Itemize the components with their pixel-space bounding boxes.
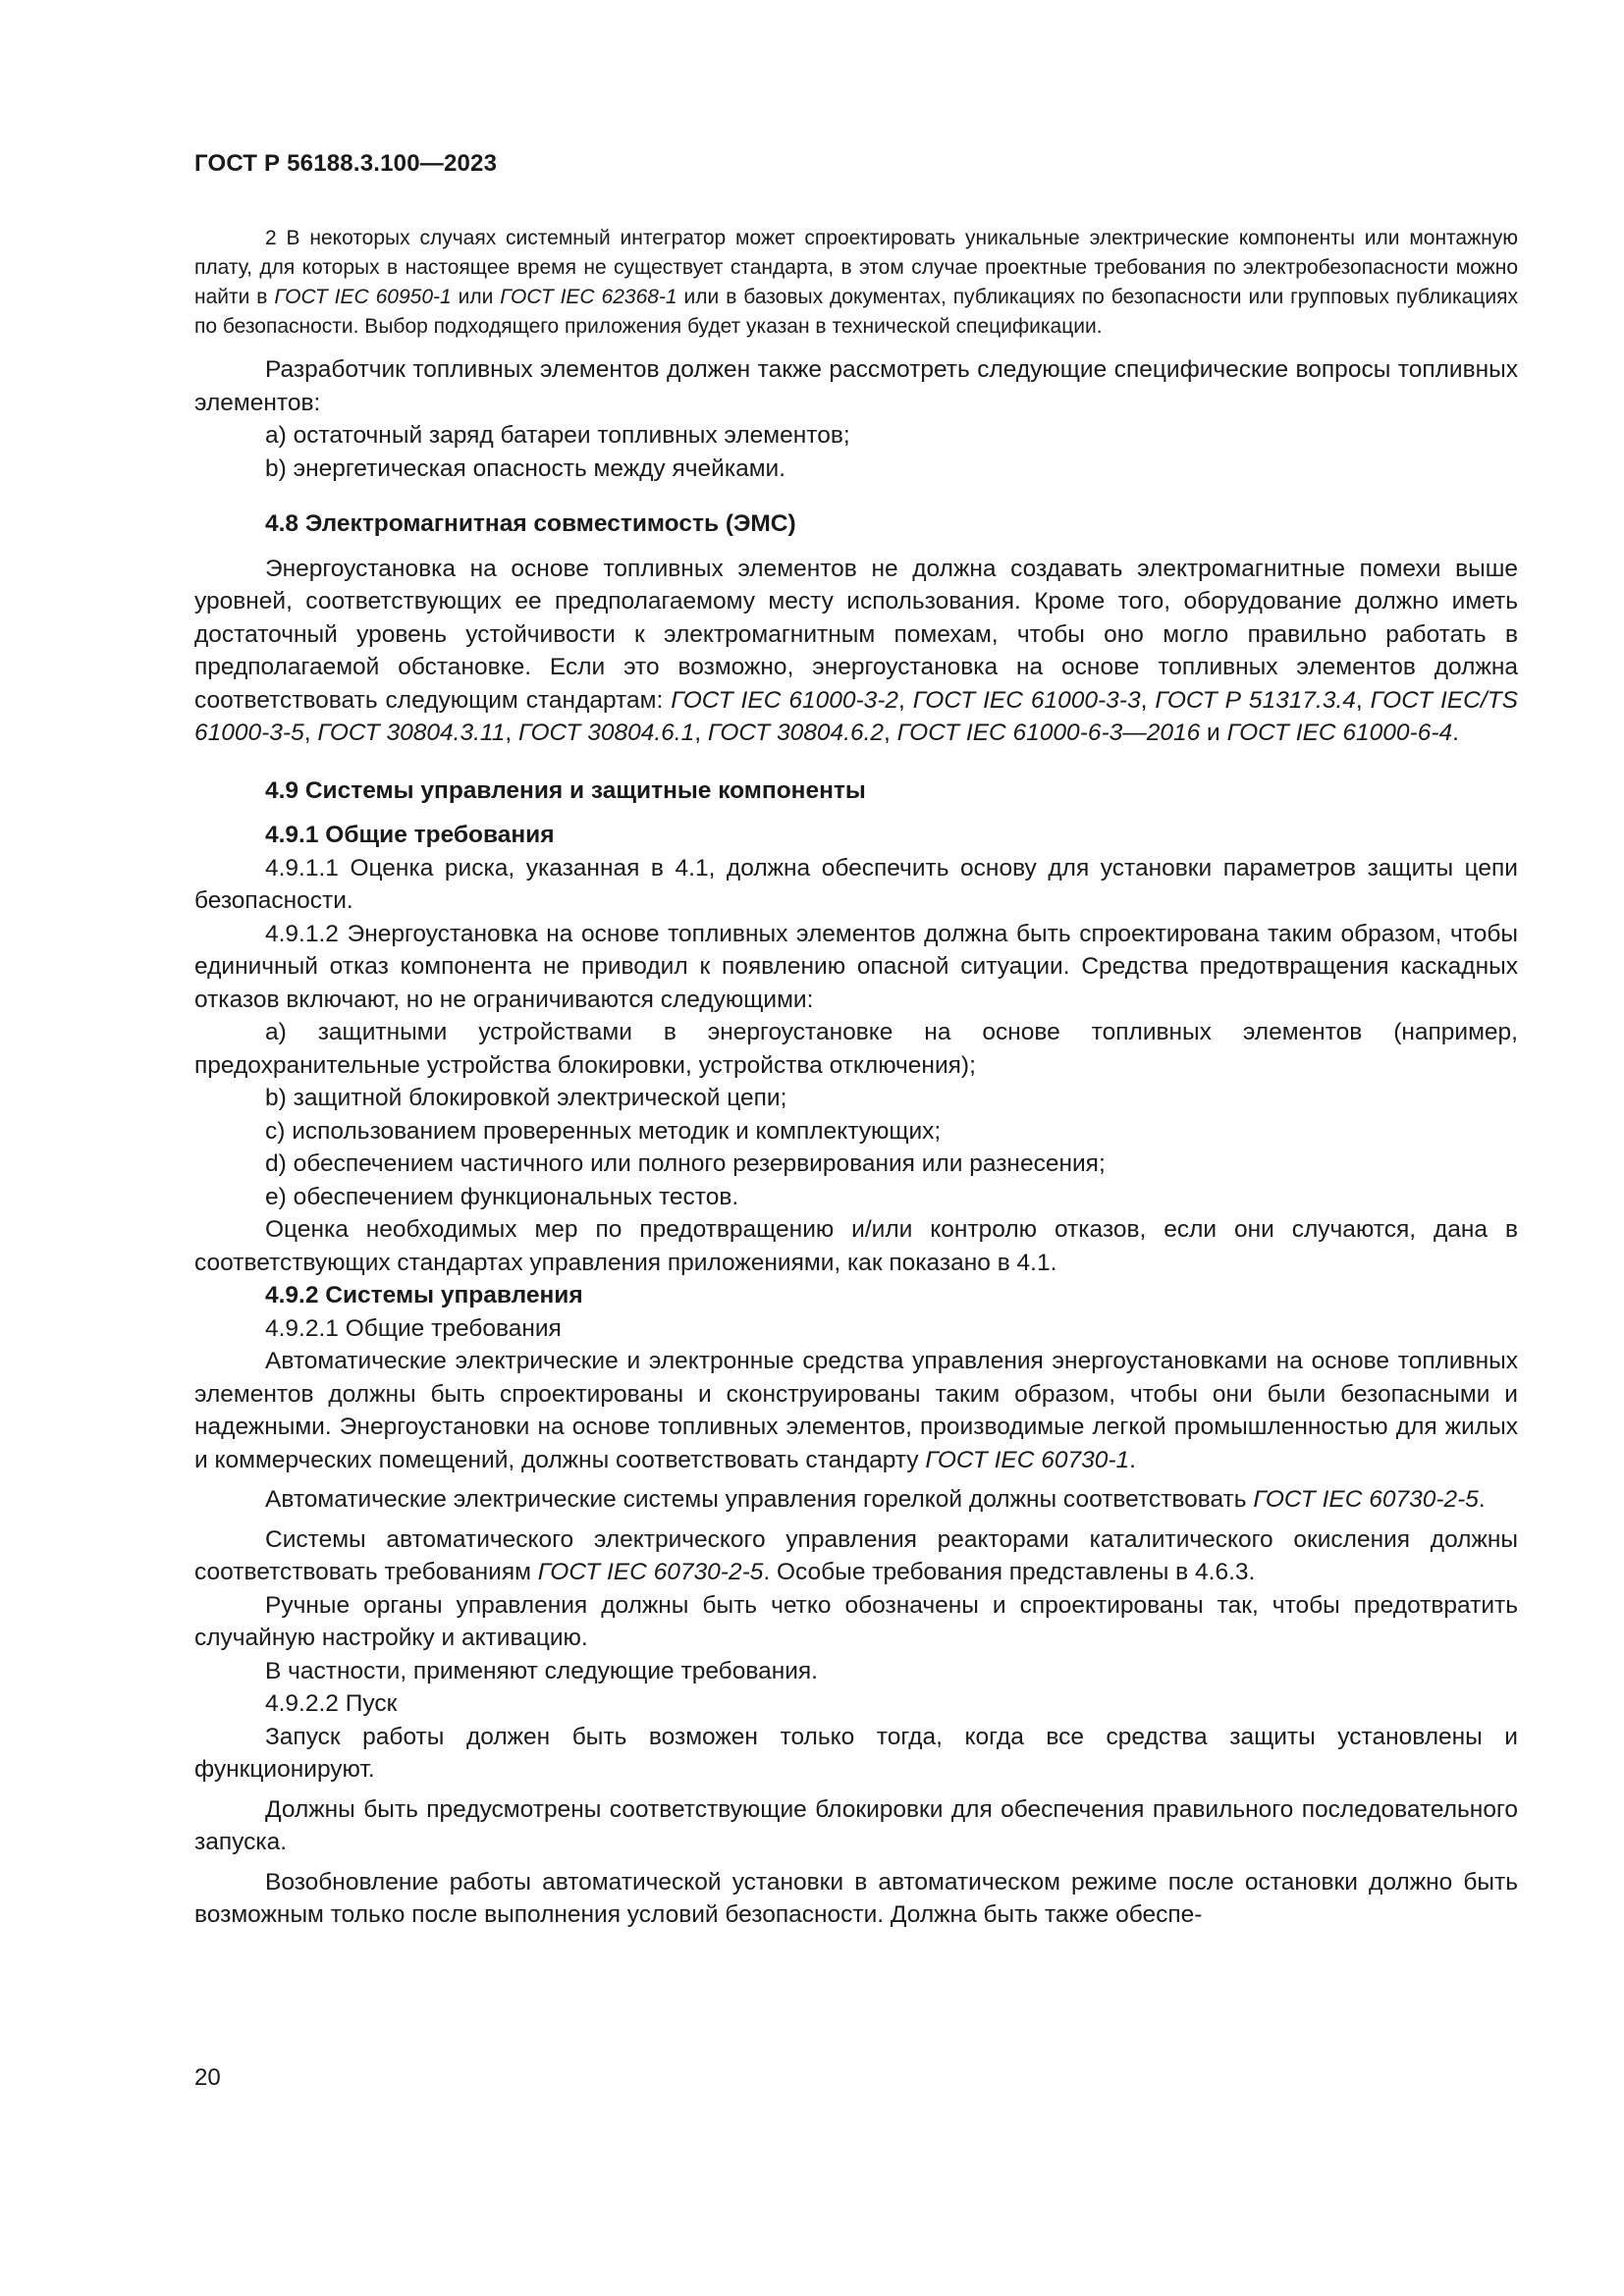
clause-4-9-2-2-title: 4.9.2.2 Пуск <box>265 1690 398 1717</box>
section-4-9-heading: 4.9 Системы управления и защитные компоненты <box>265 776 866 804</box>
emc-sep: , <box>1355 686 1371 714</box>
failure-item-a: a) защитными устройствами в энергоустановке на основе топливных элементов (например, предохранительные устройства блокировки, устройства отключения); <box>194 1019 1518 1079</box>
note-2-ref-2: ГОСТ IEC 62368-1 <box>500 286 677 308</box>
note-2-or: или <box>451 286 501 308</box>
emc-ref: ГОСТ 30804.6.1 <box>517 720 695 746</box>
note-2-text-b: или в базовых документах, публикациях по безопасности или групповых публикациях по безопасности. Выбор подходящего приложения будет указан в технической спецификации. <box>194 286 1518 338</box>
section-4-8-heading: 4.8 Электромагнитная совместимость (ЭМС) <box>265 510 796 537</box>
control-para-1 <box>194 1345 1518 1476</box>
failure-item-b: b) защитной блокировкой электрической цепи; <box>265 1085 787 1111</box>
document-header: ГОСТ Р 56188.3.100—2023 <box>194 150 498 177</box>
note-2-ref-1: ГОСТ IEC 60950-1 <box>274 286 452 308</box>
emc-ref: ГОСТ 30804.3.11 <box>317 720 506 746</box>
emc-ref: ГОСТ 30804.6.2 <box>707 720 885 746</box>
clause-4-9-2-1-title: 4.9.2.1 Общие требования <box>265 1314 562 1342</box>
emc-sep: , <box>505 720 518 746</box>
failure-item-d: d) обеспечением частичного или полного резервирования или разнесения; <box>265 1150 1106 1177</box>
emc-sep: , <box>884 720 897 746</box>
control-para-2-end: . <box>1478 1486 1486 1513</box>
control-para-2-ref: ГОСТ IEC 60730-2-5 <box>1253 1486 1479 1513</box>
emc-ref: ГОСТ IEC 61000-6-4 <box>1226 720 1453 746</box>
control-para-1-end: . <box>1129 1446 1136 1473</box>
emc-sep: , <box>898 686 913 714</box>
note-2-text-a: 2 В некоторых случаях системный интегратор может спроектировать уникальные электрические компоненты или монтажную плату, для которых в настоящее время не существует стандарта, в этом случае проектные требования по электробезопасности можно найти в <box>194 227 1518 308</box>
section-4-9-1-heading: 4.9.1 Общие требования <box>265 822 555 848</box>
document-body <box>194 224 1518 1932</box>
control-para-1-text: Автоматические электрические и электронные средства управления энергоустановками на основе топливных элементов должны быть спроектированы и сконструированы таким образом, чтобы они были безопасными и надежными. Энергоустановки на основе топливных элементов, производимые легкой промышленностью для жилых и коммерческих помещений, должны соответствовать стандарту <box>194 1348 1518 1473</box>
page-number: 20 <box>194 2064 221 2091</box>
clause-4-9-1-1: 4.9.1.1 Оценка риска, указанная в 4.1, должна обеспечить основу для установки параметров защиты цепи безопасности. <box>194 854 1518 914</box>
clause-4-9-1-2: 4.9.1.2 Энергоустановка на основе топливных элементов должна быть спроектирована таким образом, чтобы единичный отказ компонента не приводил к появлению опасной ситуации. Средства предотвращения каскадных отказов включают, но не ограничиваются следующими: <box>194 920 1518 1013</box>
control-para-3 <box>194 1523 1518 1589</box>
start-para-1: Запуск работы должен быть возможен только тогда, когда все средства защиты установлены и функционируют. <box>194 1723 1518 1783</box>
emc-sep: , <box>694 720 708 746</box>
emc-ref: ГОСТ Р 51317.3.4 <box>1155 686 1356 714</box>
control-para-2-text: Автоматические электрические системы управления горелкой должны соответствовать <box>265 1486 1254 1513</box>
start-para-2: Должны быть предусмотрены соответствующие блокировки для обеспечения правильного последовательного запуска. <box>194 1795 1518 1855</box>
control-para-2 <box>194 1483 1518 1517</box>
note-2 <box>194 224 1518 342</box>
control-para-5: В частности, применяют следующие требования. <box>265 1657 818 1684</box>
emc-ref: ГОСТ IEC 61000-6-3—2016 <box>896 720 1201 746</box>
failure-item-e: e) обеспечением функциональных тестов. <box>265 1183 739 1210</box>
emc-end: . <box>1452 720 1459 746</box>
failure-assessment: Оценка необходимых мер по предотвращению и/или контролю отказов, если они случаются, дана в соответствующих стандартах управления приложениями, как показано в 4.1. <box>194 1216 1518 1276</box>
control-para-3-end: . Особые требования представлены в 4.6.3. <box>763 1559 1256 1585</box>
emc-ref: ГОСТ IEC 61000-3-3 <box>912 686 1141 714</box>
control-para-4: Ручные органы управления должны быть четко обозначены и спроектированы так, чтобы предотвратить случайную настройку и активацию. <box>194 1591 1518 1651</box>
control-para-3-text: Системы автоматического электрического управления реакторами каталитического окисления должны соответствовать требованиям <box>194 1525 1518 1585</box>
emc-ref: ГОСТ IEC 61000-3-2 <box>671 686 899 714</box>
fuel-cell-item-a: a) остаточный заряд батареи топливных элементов; <box>265 422 850 449</box>
start-para-3: Возобновление работы автоматической установки в автоматическом режиме после остановки должно быть возможным только после выполнения условий безопасности. Должна быть также обеспе- <box>194 1868 1518 1928</box>
emc-ref: ГОСТ IEC/TS 61000-3-5 <box>194 686 1518 746</box>
control-para-3-ref: ГОСТ IEC 60730-2-5 <box>537 1559 764 1585</box>
control-para-1-ref: ГОСТ IEC 60730-1 <box>925 1446 1130 1473</box>
emc-sep: , <box>1140 686 1156 714</box>
emc-and: и <box>1200 720 1227 746</box>
section-4-8-text <box>194 553 1518 750</box>
emc-text: Энергоустановка на основе топливных элементов не должна создавать электромагнитные помехи выше уровней, соответствующих ее предполагаемому месту использования. Кроме того, оборудование должно иметь достаточный уровень устойчивости к электромагнитным помехам, чтобы оно могло правильно работать в предполагаемой обстановке. Если это возможно, энергоустановка на основе топливных элементов должна соответствовать следующим стандартам: <box>194 555 1518 714</box>
section-4-9-2-heading: 4.9.2 Системы управления <box>265 1282 583 1308</box>
emc-sep: , <box>303 720 318 746</box>
fuel-cell-item-b: b) энергетическая опасность между ячейками. <box>265 454 786 482</box>
failure-item-c: c) использованием проверенных методик и комплектующих; <box>265 1117 942 1145</box>
fuel-cell-intro: Разработчик топливных элементов должен также рассмотреть следующие специфические вопросы топливных элементов: <box>194 356 1518 416</box>
